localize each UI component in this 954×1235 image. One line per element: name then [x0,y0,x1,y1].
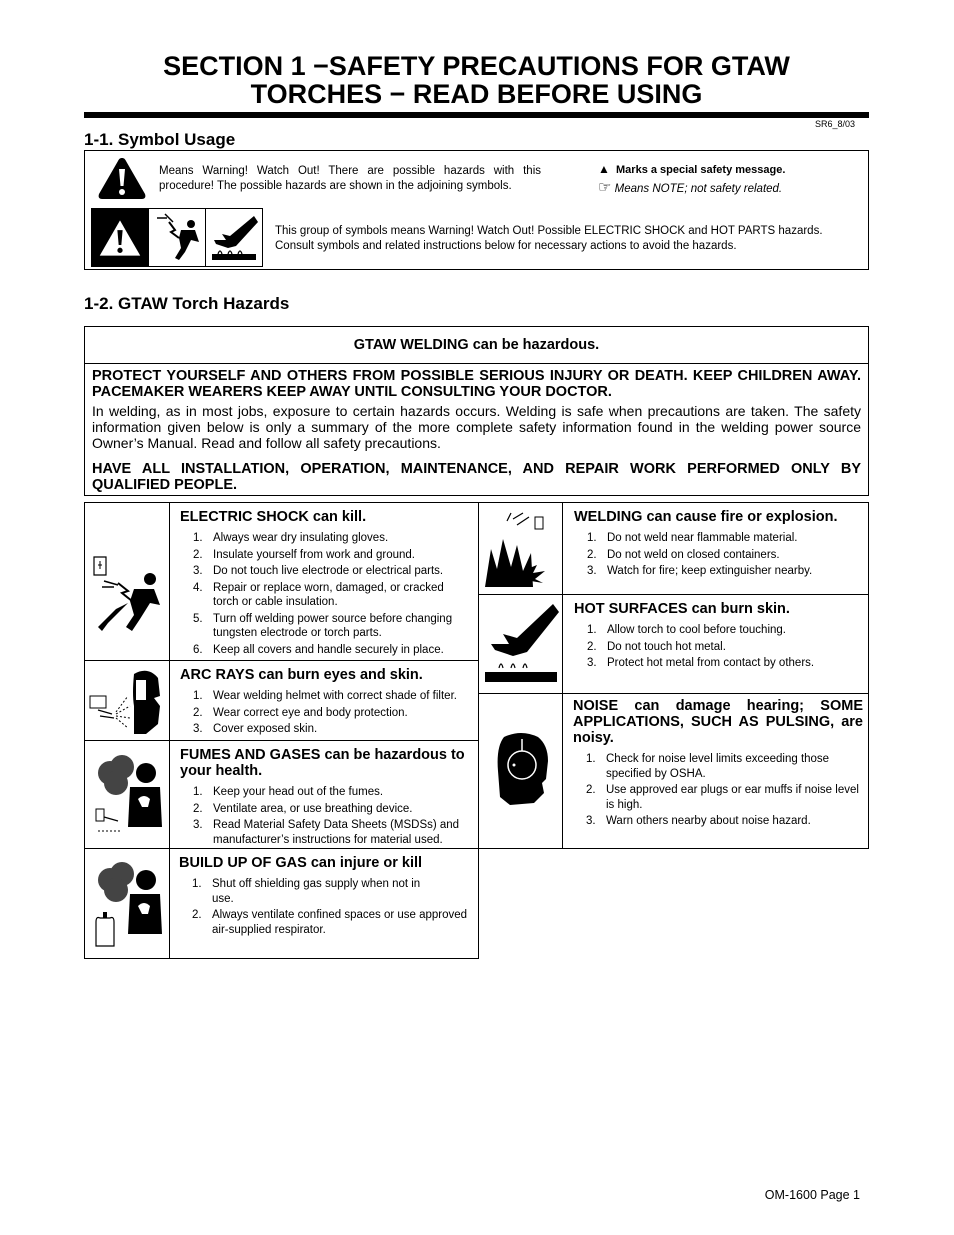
list-item: 2. Wear correct eye and body protection. [193,706,408,719]
page-footer: OM-1600 Page 1 [764,1188,860,1202]
list-item: 1. Shut off shielding gas supply when not in use. [192,878,421,905]
fumes-icon [85,741,170,848]
list-item: 2. Always ventilate confined spaces or use approved air-supplied respirator. [192,909,468,936]
list-item: 3. Cover exposed skin. [193,723,318,735]
fumes-panel [84,740,479,849]
list-item: 3. Protect hot metal from contact by others. [587,657,815,669]
list-item: 1. Do not weld near flammable material. [587,532,798,544]
gas-buildup-icon [85,849,170,958]
group-hot-parts-icon [206,209,262,266]
symbol-usage-box [84,150,869,270]
arc-rays-title: ARC RAYS can burn eyes and skin. [180,667,423,683]
list-item: 1. Check for noise level limits exceeding those specified by OSHA. [586,753,830,780]
symbol-usage-heading: 1-1. Symbol Usage [84,130,236,149]
fire-list [574,531,862,579]
special-message-row [598,162,785,178]
page-title-line1: SECTION 1 −SAFETY PRECAUTIONS FOR GTAW [163,51,790,81]
list-item: 2. Insulate yourself from work and ground. [193,548,415,561]
hazard-banner: GTAW WELDING can be hazardous. [85,327,868,364]
list-item: 1. Always wear dry insulating gloves. [193,532,389,544]
list-item: 3. Watch for fire; keep extinguisher nearby. [587,565,813,577]
title-rule [84,112,869,118]
group-warning-icon [92,209,149,266]
gas-buildup-title: BUILD UP OF GAS can injure or kill [179,855,423,871]
list-item: 1. Keep your head out of the fumes. [193,786,384,798]
fumes-title: FUMES AND GASES can be hazardous to your health. [180,747,465,779]
noise-title: NOISE can damage hearing; SOME APPLICATIONS, SUCH AS PULSING, are noisy. [573,698,863,746]
group-electric-shock-icon [149,209,206,266]
note-text: Means NOTE; not safety related. [614,183,783,195]
intro-text: In welding, as in most jobs, exposure to certain hazards occurs. Welding is safe when precautions are taken. The safety information given below is only a summary of the more complete safety information found in the welding power source Owner’s Manual. Read and follow all safety precautions. [92,403,861,451]
list-item: 6. Keep all covers and handle securely in place. [193,643,444,656]
gas-buildup-list [179,877,472,937]
torch-hazards-heading: 1-2. GTAW Torch Hazards [84,294,290,313]
hot-surface-icon [479,595,563,693]
arc-rays-list [180,689,472,737]
special-message-text: Marks a special safety message. [616,164,786,176]
list-item: 3. Warn others nearby about noise hazard. [586,815,811,827]
arc-rays-icon [85,661,170,740]
symbol-group-text: This group of symbols means Warning! Watch Out! Possible ELECTRIC SHOCK and HOT PARTS hazards. Consult symbols and related instructions below for necessary actions to avoid the hazards. [275,225,823,252]
list-item: 1. Wear welding helmet with correct shade of filter. [193,690,457,702]
pointing-hand-icon: ☞ [598,179,612,196]
hot-surfaces-panel [478,594,869,694]
general-warning-box [84,326,869,496]
list-item: 2. Use approved ear plugs or ear muffs if noise level is high. [586,784,859,811]
electric-shock-panel [84,502,479,661]
hot-surfaces-title: HOT SURFACES can burn skin. [574,601,790,617]
note-row [598,180,782,197]
list-item: 4. Repair or replace worn, damaged, or cracked torch or cable insulation. [193,581,444,608]
hearing-protection-icon [479,694,563,848]
page-title [84,52,869,108]
qualified-text: HAVE ALL INSTALLATION, OPERATION, MAINTENANCE, AND REPAIR WORK PERFORMED ONLY BY QUALIFIED PEOPLE. [92,461,861,493]
electric-shock-icon [85,503,170,660]
revision-code: SR6_8/03 [814,119,855,129]
fire-title: WELDING can cause fire or explosion. [574,509,838,525]
hot-surfaces-list [574,623,862,671]
list-item: 3. Do not touch live electrode or electrical parts. [193,565,444,577]
list-item: 1. Allow torch to cool before touching. [587,624,786,636]
fire-panel [478,502,869,595]
list-item: 2. Do not weld on closed containers. [587,548,780,561]
noise-panel [478,693,869,849]
electric-shock-list [180,531,472,657]
warning-triangle-icon [97,156,147,200]
gas-buildup-panel [84,848,479,959]
electric-shock-title: ELECTRIC SHOCK can kill. [180,509,367,525]
list-item: 2. Do not touch hot metal. [587,640,726,653]
list-item: 5. Turn off welding power source before changing tungsten electrode or torch parts. [193,612,453,639]
arc-rays-panel [84,660,479,741]
page-title-line2: TORCHES − READ BEFORE USING [250,79,703,109]
special-triangle-icon: ▲ [598,162,610,176]
list-item: 2. Ventilate area, or use breathing device. [193,802,413,815]
symbol-group [91,208,263,267]
warning-meaning-text: Means Warning! Watch Out! There are possible hazards with this procedure! The possible hazards are shown in the adjoining symbols. [159,165,541,192]
noise-list [573,752,863,829]
list-item: 3. Read Material Safety Data Sheets (MSDSs) and manufacturer’s instructions for material used. [193,819,460,846]
fumes-list [180,785,472,847]
protect-text: PROTECT YOURSELF AND OTHERS FROM POSSIBLE SERIOUS INJURY OR DEATH. KEEP CHILDREN AWAY. PACEMAKER WEARERS KEEP AWAY UNTIL CONSULTING YOUR DOCTOR. [92,368,861,400]
fire-explosion-icon [479,503,563,594]
